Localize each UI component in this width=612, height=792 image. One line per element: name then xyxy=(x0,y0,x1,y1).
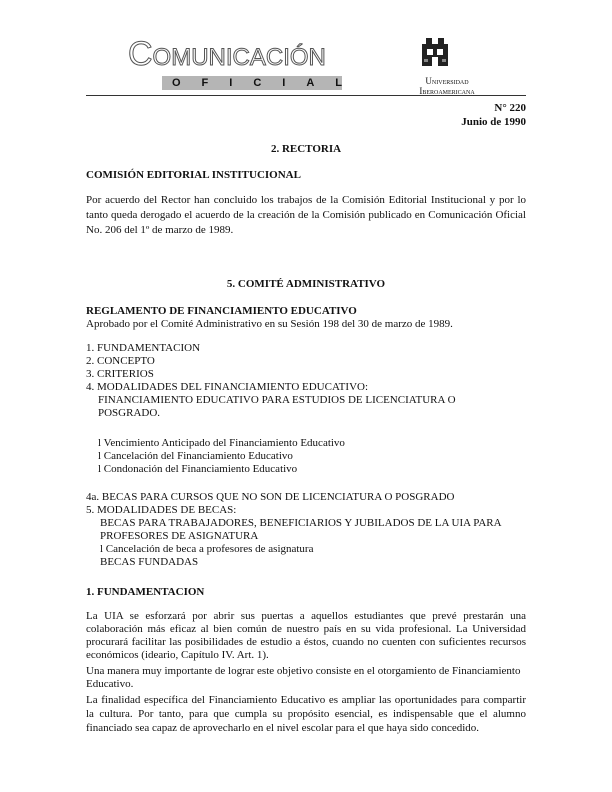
paragraph-comision: Por acuerdo del Rector han concluido los trabajos de la Comisión Editorial Institucional y por lo tanto queda derogado el acuerdo de la creación de la Comisión publicado en Comunicación Oficial No. 206 del 1º de marzo de 1989. xyxy=(86,194,526,236)
list-item: 1. FUNDAMENTACION xyxy=(86,342,201,354)
logo-tagline xyxy=(414,69,458,73)
section-heading-comite: 5. COMITÉ ADMINISTRATIVO xyxy=(226,278,386,290)
list-item: 4. MODALIDADES DEL FINANCIAMIENTO EDUCATIVO: xyxy=(86,381,369,393)
list-item: 5. MODALIDADES DE BECAS: xyxy=(86,504,237,516)
sub-list-item: BECAS FUNDADAS xyxy=(100,556,199,568)
logo-line-2: Iberoamericana xyxy=(419,86,475,96)
sub-list-item: l Condonación del Financiamiento Educativo xyxy=(98,463,298,475)
masthead-logo xyxy=(128,34,368,96)
approval-note: Aprobado por el Comité Administrativo en su Sesión 198 del 30 de marzo de 1989. xyxy=(86,318,453,330)
university-logo xyxy=(404,36,484,96)
masthead-subtitle: OFICIAL xyxy=(162,76,342,90)
subheading-fundamentacion: 1. FUNDAMENTACION xyxy=(86,586,205,598)
masthead-title: Comunicación xyxy=(128,35,326,73)
logo-text xyxy=(404,76,490,96)
list-item-continuation: POSGRADO. xyxy=(98,407,161,419)
section-heading-rectoria: 2. RECTORIA xyxy=(270,143,342,155)
paragraph-fundamentacion-3: La finalidad específica del Financiamiento Educativo es ampliar las oportunidades para compartir la cultura. Por tanto, para que cumpla su propósito esencial, es indispensable que el alumno financiado sea capaz de aprovecharlo en el nivel escolar para el que haya sido concedido. xyxy=(86,694,526,734)
crest-icon xyxy=(418,36,452,68)
header-divider xyxy=(86,95,526,96)
sub-list-item: l Cancelación de beca a profesores de asignatura xyxy=(100,543,314,555)
sub-list-item: l Vencimiento Anticipado del Financiamiento Educativo xyxy=(98,437,345,449)
sub-list-item: PROFESORES DE ASIGNATURA xyxy=(100,530,259,542)
sub-items-list xyxy=(86,437,536,476)
contents-list xyxy=(86,342,536,420)
list-item: 4a. BECAS PARA CURSOS QUE NO SON DE LICENCIATURA O POSGRADO xyxy=(86,491,455,503)
logo-line-1: Universidad xyxy=(425,76,469,86)
issue-number: N° 220 xyxy=(494,102,526,114)
list-item: 3. CRITERIOS xyxy=(86,368,154,380)
list-item-continuation: FINANCIAMIENTO EDUCATIVO PARA ESTUDIOS DE LICENCIATURA O xyxy=(98,394,456,406)
subheading-reglamento: REGLAMENTO DE FINANCIAMIENTO EDUCATIVO xyxy=(86,305,357,317)
issue-info xyxy=(461,101,526,129)
issue-date: Junio de 1990 xyxy=(461,116,526,128)
paragraph-fundamentacion-2: Una manera muy importante de lograr este objetivo consiste en el otorgamiento de Financiamiento Educativo. xyxy=(86,665,521,690)
subheading-comision: COMISIÓN EDITORIAL INSTITUCIONAL xyxy=(86,169,301,181)
sub-list-item: BECAS PARA TRABAJADORES, BENEFICIARIOS Y JUBILADOS DE LA UIA PARA xyxy=(100,517,502,529)
list-item: 2. CONCEPTO xyxy=(86,355,155,367)
sub-list-item: l Cancelación del Financiamiento Educativo xyxy=(98,450,293,462)
paragraph-fundamentacion-1: La UIA se esforzará por abrir sus puertas a aquellos estudiantes que prevé prestarán una colaboración más eficaz al bien común de nuestro país en su vida profesional. La Universidad procurará facilitar las posibilidades de estudio a éstos, cuando no cuenten con suficientes recursos económicos (ideario, Capítulo IV. Art. 1). xyxy=(86,610,526,661)
becas-list xyxy=(86,491,536,569)
